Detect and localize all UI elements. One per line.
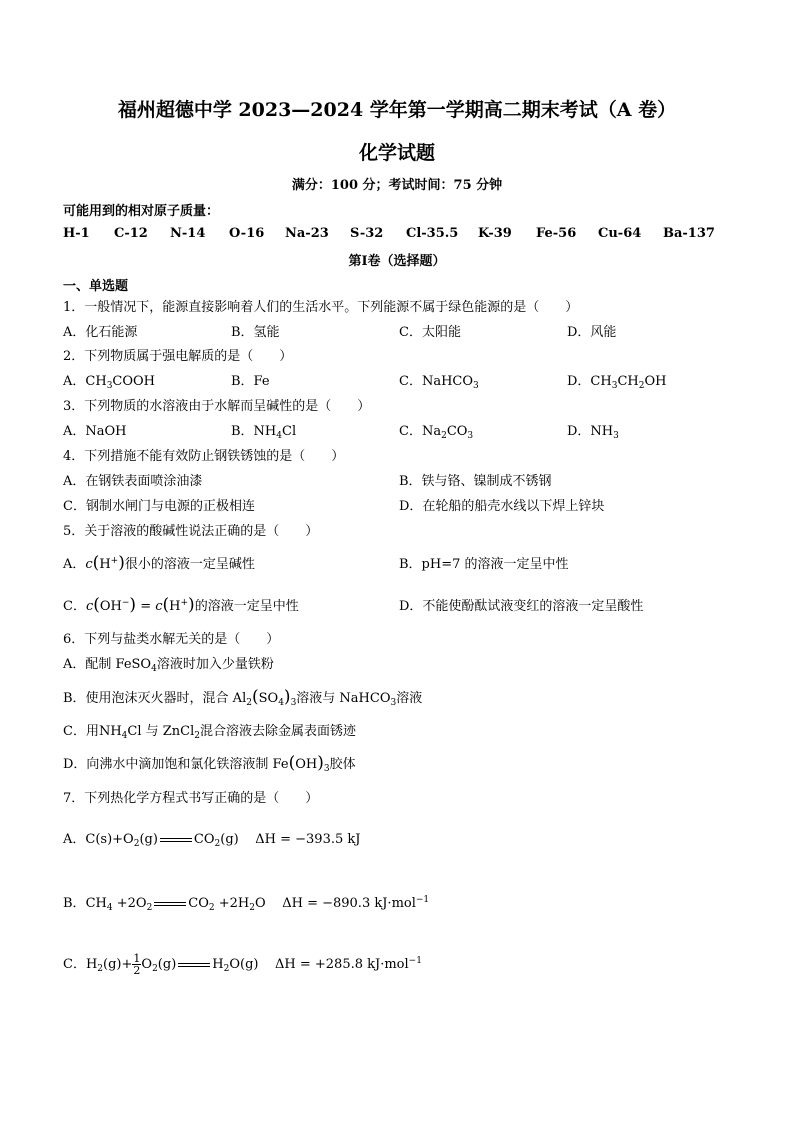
equation-arrow [178,963,210,967]
q7-option-a[interactable]: A．$C(s)+O_2(g)$ $CO_2(g)$ ΔH = −393.5 kJ [63,832,361,849]
q7-option-c[interactable]: C．$H_2(g)+$ $\frac{1}{2}$ $O_2(g)$ $H_2O(g)$ ΔH = +285.8 kJ·mol$^{-1}$ [63,952,422,977]
mass-item: Ba-137 [663,226,715,241]
q6-option-a[interactable]: A．配制 FeSO$_4$溶液时加入少量铁粉 [63,657,274,674]
exam-info: 满分：100 分；考试时间：75 分钟 [291,178,503,193]
q1-option-d[interactable]: D．风能 [567,325,617,340]
q7-option-b[interactable]: B．$CH_4 +2O_2$ $CO_2 +2H_2O$ ΔH = −890.3 kJ·mol$^{-1}$ [63,895,430,913]
equation-arrow [160,838,192,842]
q3-option-c[interactable]: C．$Na_2CO_3$ [399,424,474,441]
q6-option-d[interactable]: D．向沸水中滴加饱和氯化铁溶液制 $Fe(OH)_3$胶体 [63,753,356,774]
mass-item: K-39 [478,226,512,241]
mass-item: Cl-35.5 [406,226,459,241]
equation-arrow [154,902,186,906]
mass-item: C-12 [114,226,148,241]
q2-option-d[interactable]: D．$CH_3CH_2OH$ [567,374,667,391]
q4-option-d[interactable]: D．在轮船的船壳水线以下焊上锌块 [399,499,605,514]
q6-option-c[interactable]: C．用$NH_4Cl$ 与 ZnCl$_2$混合溶液去除金属表面锈迹 [63,724,357,741]
mass-item: Fe-56 [536,226,577,241]
q4-option-a[interactable]: A．在钢铁表面喷涂油漆 [63,474,203,489]
part-title: 第Ⅰ卷（选择题） [348,254,446,269]
mass-item: S-32 [350,226,384,241]
q2-option-a[interactable]: A．$CH_3COOH$ [63,374,156,391]
mass-item: Na-23 [285,226,329,241]
exam-title: 福州超德中学 2023—2024 学年第一学期高二期末考试（A 卷） [117,99,677,121]
q6-stem: 6．下列与盐类水解无关的是（ ） [63,632,280,647]
q7-stem: 7．下列热化学方程式书写正确的是（ ） [63,791,319,806]
q5-option-c[interactable]: C．c(OH−) = c(H+)的溶液一定呈中性 [63,595,299,615]
q5-option-d[interactable]: D．不能使酚酞试液变红的溶液一定呈酸性 [399,599,644,614]
q6-option-b[interactable]: B．使用泡沫灭火器时，混合 $Al_2(SO_4)_3$溶液与 NaHCO$_3$溶液 [63,687,423,708]
section-title: 一、单选题 [63,279,129,294]
q4-option-b[interactable]: B．铁与铬、镍制成不锈钢 [399,474,552,489]
q1-option-c[interactable]: C．太阳能 [399,325,461,340]
q1-option-a[interactable]: A．化石能源 [63,325,138,340]
fraction: $\frac{1}{2}$ [133,952,141,977]
q2-option-b[interactable]: B．Fe [231,374,270,389]
q5-option-b[interactable]: B．pH=7 的溶液一定呈中性 [399,557,569,572]
q5-stem: 5．关于溶液的酸碱性说法正确的是（ ） [63,524,319,539]
q3-option-d[interactable]: D．$NH_3$ [567,424,619,441]
q4-stem: 4．下列措施不能有效防止钢铁锈蚀的是（ ） [63,449,345,464]
mass-item: N-14 [170,226,206,241]
q3-option-b[interactable]: B．$NH_4Cl$ [231,424,297,441]
q4-option-c[interactable]: C．钢制水闸门与电源的正极相连 [63,499,255,514]
q2-stem: 2．下列物质属于强电解质的是（ ） [63,349,293,364]
subject-title: 化学试题 [358,142,435,164]
mass-item: H-1 [63,226,90,241]
masses-heading: 可能用到的相对原子质量： [63,204,220,219]
q3-option-a[interactable]: A．NaOH [63,424,127,439]
q1-stem: 1．一般情况下，能源直接影响着人们的生活水平。下列能源不属于绿色能源的是（ ） [63,300,579,315]
q2-option-c[interactable]: C．NaHCO$_3$ [399,374,479,391]
q1-option-b[interactable]: B．氢能 [231,325,280,340]
mass-item: Cu-64 [598,226,642,241]
q5-option-a[interactable]: A．c(H+)很小的溶液一定呈碱性 [63,553,255,573]
mass-item: O-16 [229,226,265,241]
q3-stem: 3．下列物质的水溶液由于水解而呈碱性的是（ ） [63,399,371,414]
